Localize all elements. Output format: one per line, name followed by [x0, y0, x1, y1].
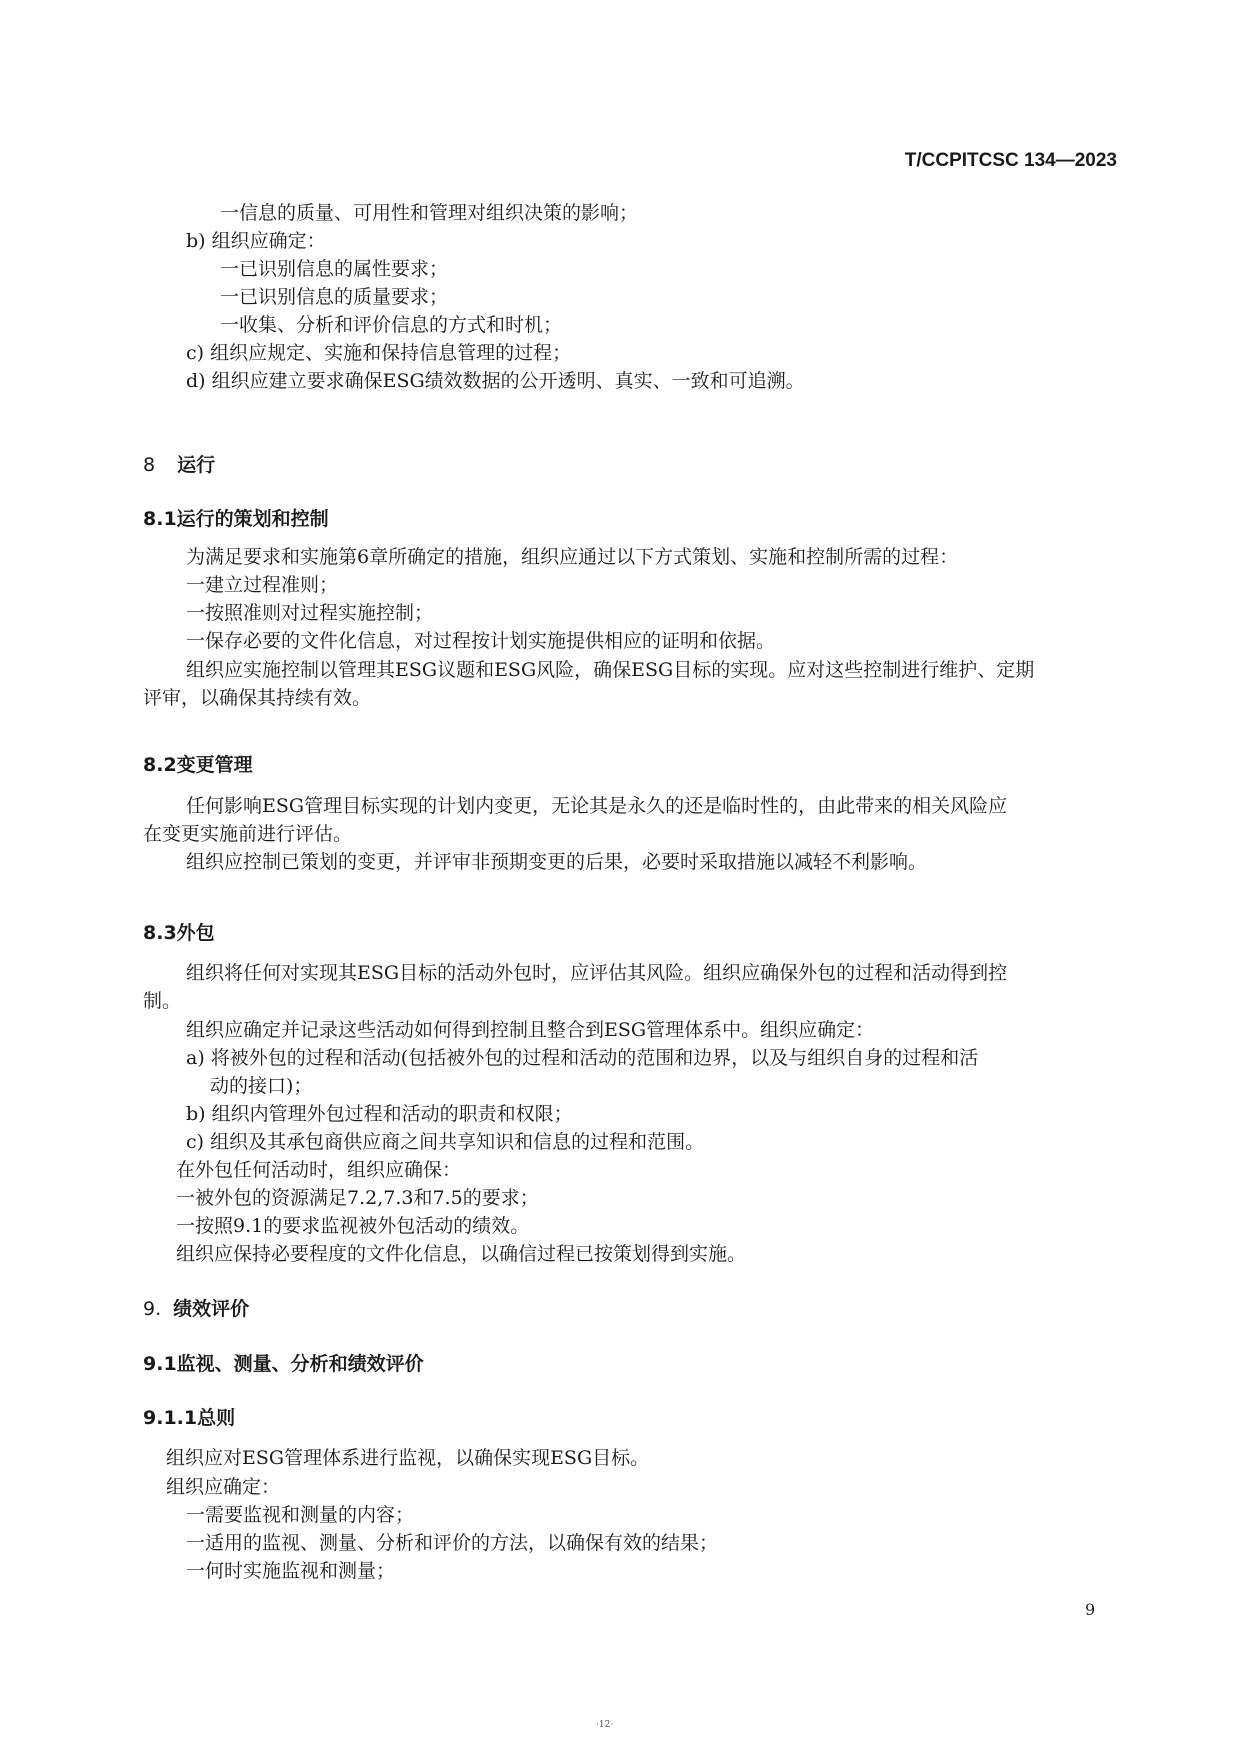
- text-line: 一按照9.1的要求监视被外包活动的绩效。: [176, 1215, 530, 1237]
- paragraph-line: 组织应控制已策划的变更，并评审非预期变更的后果，必要时采取措施以减轻不利影响。: [186, 851, 928, 873]
- text-line: 一已识别信息的质量要求；: [220, 286, 449, 308]
- list-item: b) 组织应确定：: [186, 230, 326, 252]
- paragraph-line: 评审，以确保其持续有效。: [143, 687, 372, 709]
- section-heading-8-3: 8.3外包: [143, 922, 215, 944]
- section-heading-8-1: 8.1运行的策划和控制: [143, 508, 329, 530]
- standard-code: T/CCPITCSC 134—2023: [904, 150, 1117, 171]
- text-line: 组织应保持必要程度的文件化信息，以确信过程已按策划得到实施。: [176, 1243, 747, 1265]
- list-item: a) 将被外包的过程和活动(包括被外包的过程和活动的范围和边界，以及与组织自身的过程和活: [186, 1047, 979, 1069]
- text-line: 一信息的质量、可用性和管理对组织决策的影响；: [220, 202, 639, 224]
- paragraph-line: 在变更实施前进行评估。: [143, 823, 353, 845]
- chapter-heading-8: [143, 452, 215, 478]
- list-item: c) 组织及其承包商供应商之间共享知识和信息的过程和范围。: [186, 1131, 705, 1153]
- paragraph-line: 为满足要求和实施第6章所确定的措施，组织应通过以下方式策划、实施和控制所需的过程：: [186, 546, 959, 568]
- list-item: d) 组织应建立要求确保ESG绩效数据的公开透明、真实、一致和可追溯。: [186, 370, 805, 392]
- paragraph-line: 制。: [143, 990, 182, 1012]
- text-line: 一已识别信息的属性要求；: [220, 258, 449, 280]
- paragraph-line: 任何影响ESG管理目标实现的计划内变更，无论其是永久的还是临时性的，由此带来的相关风险应: [186, 795, 1008, 817]
- text-line: 一建立过程准则；: [186, 574, 339, 596]
- text-line: 组织应确定：: [166, 1476, 281, 1498]
- text-line: 一需要监视和测量的内容；: [186, 1504, 415, 1526]
- section-heading-9-1-1: 9.1.1总则: [143, 1407, 236, 1429]
- chapter-title: 绩效评价: [173, 1298, 250, 1320]
- page-number: 9: [1085, 1600, 1096, 1619]
- text-line: 动的接口)；: [210, 1075, 313, 1097]
- paragraph-line: 组织将任何对实现其ESG目标的活动外包时，应评估其风险。组织应确保外包的过程和活动得到控: [186, 962, 1008, 984]
- chapter-number: 9.: [143, 1298, 162, 1320]
- text-line: 一保存必要的文件化信息，对过程按计划实施提供相应的证明和依据。: [186, 630, 776, 652]
- section-heading-9-1: 9.1监视、测量、分析和绩效评价: [143, 1353, 424, 1375]
- paragraph-line: 组织应实施控制以管理其ESG议题和ESG风险，确保ESG目标的实现。应对这些控制进行维护、定期: [186, 659, 1035, 681]
- text-line: 一被外包的资源满足7.2,7.3和7.5的要求；: [176, 1187, 539, 1209]
- paragraph-line: 组织应确定并记录这些活动如何得到控制且整合到ESG管理体系中。组织应确定：: [186, 1019, 875, 1041]
- section-heading-8-2: 8.2变更管理: [143, 754, 253, 776]
- text-line: 一何时实施监视和测量；: [186, 1560, 396, 1582]
- text-line: 一收集、分析和评价信息的方式和时机；: [220, 314, 563, 336]
- bottom-marker: ·12·: [596, 1720, 614, 1730]
- chapter-heading-9: [143, 1296, 249, 1322]
- text-line: 在外包任何活动时，组织应确保：: [176, 1159, 462, 1181]
- text-line: 一按照准则对过程实施控制；: [186, 602, 434, 624]
- list-item: b) 组织内管理外包过程和活动的职责和权限；: [186, 1103, 573, 1125]
- text-line: 一适用的监视、测量、分析和评价的方法，以确保有效的结果；: [186, 1532, 719, 1554]
- chapter-number: 8: [143, 454, 156, 476]
- list-item: c) 组织应规定、实施和保持信息管理的过程；: [186, 342, 572, 364]
- text-line: 组织应对ESG管理体系进行监视，以确保实现ESG目标。: [166, 1447, 650, 1469]
- chapter-title: 运行: [177, 454, 216, 476]
